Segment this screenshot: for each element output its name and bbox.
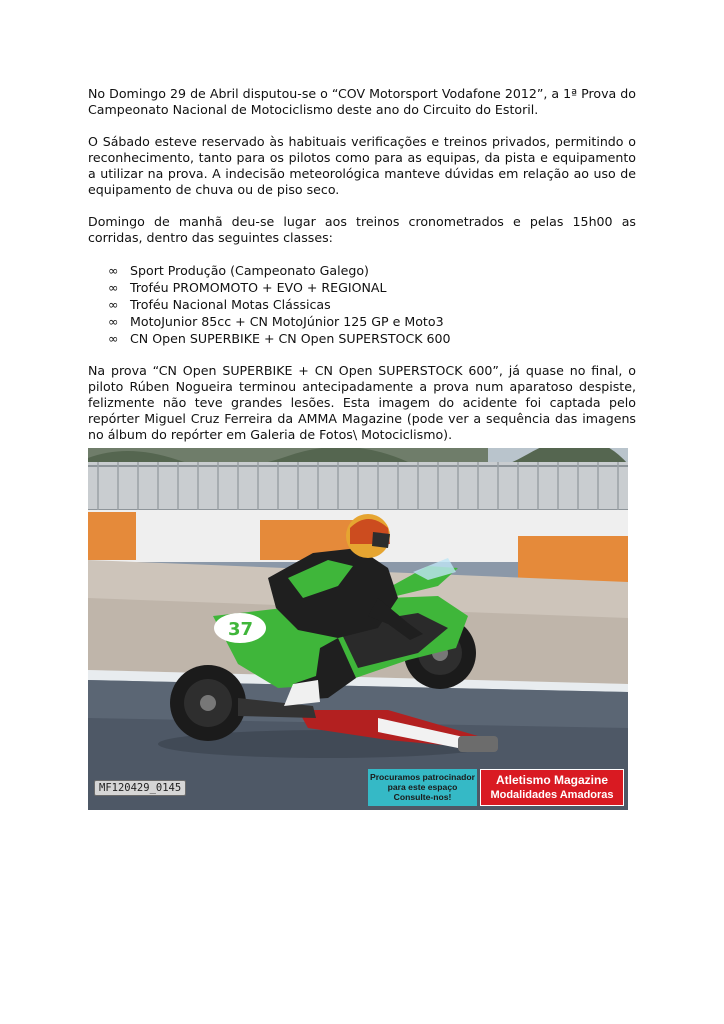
motorcycle-crash-illustration: [88, 448, 628, 810]
list-item: ∞ CN Open SUPERBIKE + CN Open SUPERSTOCK 600: [88, 330, 636, 347]
article-body: [88, 86, 636, 443]
list-item: ∞ Troféu Nacional Motas Clássicas: [88, 296, 636, 313]
paragraph-saturday: O Sábado esteve reservado às habituais verificações e treinos privados, permitindo o reconhecimento, tanto para os pilotos como para as equipas, da pista e equipamento a utilizar na prova. A indecisão meteorológica manteve dúvidas em relação ao uso de equipamento de chuva ou de piso seco.: [88, 134, 636, 197]
crash-photo: [88, 448, 628, 810]
paragraph-intro: No Domingo 29 de Abril disputou-se o “COV Motorsport Vodafone 2012”, a 1ª Prova do Campeonato Nacional de Motociclismo deste ano do Circuito do Estoril.: [88, 86, 636, 117]
paragraph-sunday: Domingo de manhã deu-se lugar aos treinos cronometrados e pelas 15h00 as corridas, dentro das seguintes classes:: [88, 214, 636, 245]
sponsor-banner: Procuramos patrocinador para este espaço Consulte-nos!: [368, 769, 477, 806]
infinity-bullet-icon: ∞: [108, 280, 119, 295]
infinity-bullet-icon: ∞: [108, 331, 119, 346]
infinity-bullet-icon: ∞: [108, 297, 119, 312]
infinity-bullet-icon: ∞: [108, 263, 119, 278]
list-item: ∞ MotoJunior 85cc + CN MotoJúnior 125 GP e Moto3: [88, 313, 636, 330]
race-classes-list: [88, 262, 636, 347]
image-id-label: MF120429_0145: [94, 780, 186, 796]
atletismo-magazine-logo: Atletismo Magazine Modalidades Amadoras: [480, 769, 624, 806]
list-item: ∞ Troféu PROMOMOTO + EVO + REGIONAL: [88, 279, 636, 296]
paragraph-accident: Na prova “CN Open SUPERBIKE + CN Open SUPERSTOCK 600”, já quase no final, o piloto Rúben Nogueira terminou antecipadamente a prova num aparatoso despiste, felizmente não teve grandes lesões. Esta imagem do acidente foi captada pelo repórter Miguel Cruz Ferreira da AMMA Magazine (pode ver a sequência das imagens no álbum do repórter em Galeria de Fotos\ Motociclismo).: [88, 363, 636, 442]
bike-number: 37: [228, 619, 254, 640]
infinity-bullet-icon: ∞: [108, 314, 119, 329]
list-item: ∞ Sport Produção (Campeonato Galego): [88, 262, 636, 279]
